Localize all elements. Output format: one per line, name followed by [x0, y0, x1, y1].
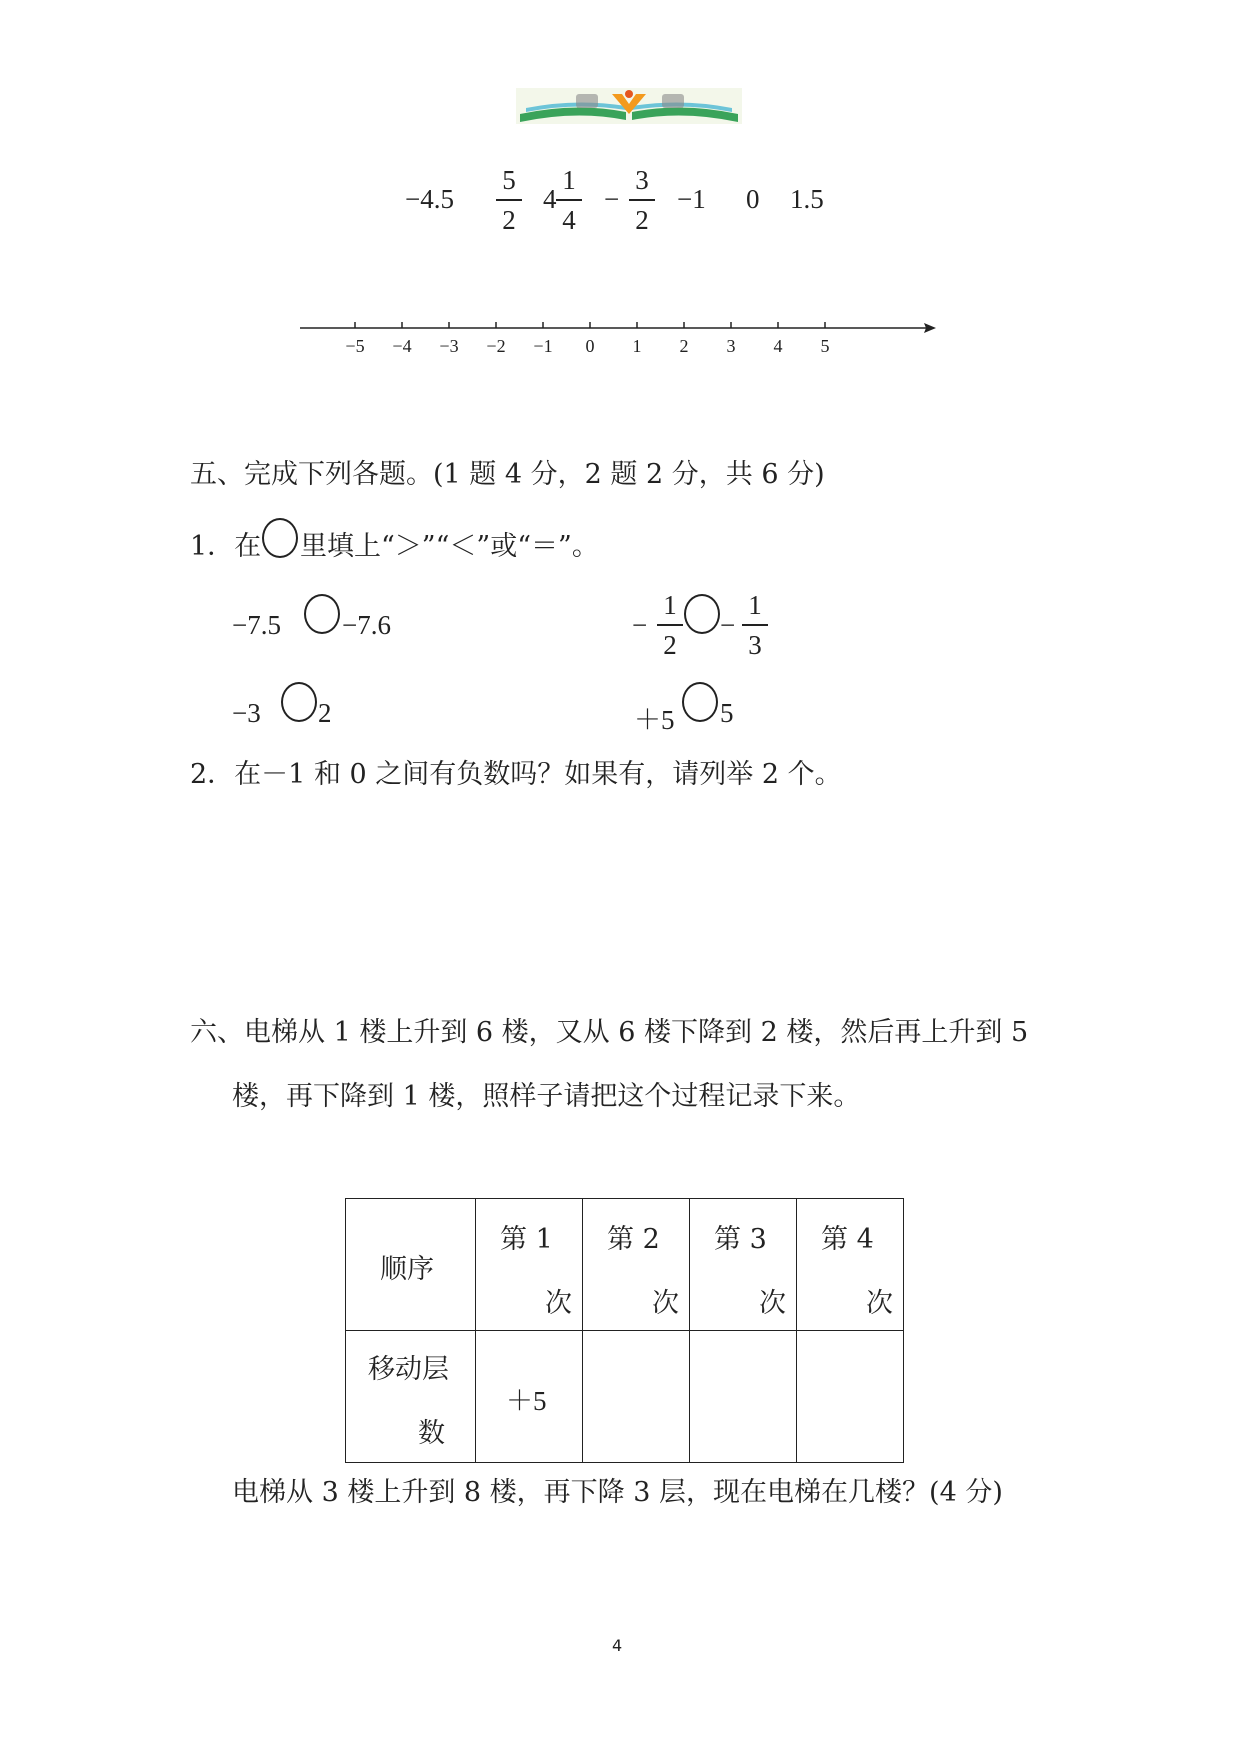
compare-left: −7.5 [232, 610, 281, 640]
col-header: 第 3 [714, 1224, 767, 1255]
section6-line2: 楼，再下降到 1 楼，照样子请把这个过程记录下来。 [232, 1081, 861, 1112]
publisher-logo [516, 88, 742, 124]
fraction-sign: − [604, 184, 620, 214]
compare-right: 5 [720, 698, 734, 728]
blank-circle-example [262, 518, 298, 558]
table-row [346, 1331, 904, 1463]
number-line-tick-label: −1 [533, 336, 553, 356]
number-line [300, 318, 940, 368]
compare-right: 2 [318, 698, 332, 728]
table-cell-blank[interactable] [797, 1331, 904, 1463]
compare-blank-4[interactable] [682, 682, 718, 722]
compare-left-fraction: 1 2 [655, 590, 685, 660]
number-line-tick-label: 4 [773, 336, 783, 356]
row-label-order: 顺序 [380, 1254, 434, 1285]
col-header: 第 1 [500, 1224, 553, 1255]
compare-left: −3 [232, 698, 261, 728]
col-header-suffix: 次 [759, 1288, 786, 1319]
number-item: 0 [746, 184, 760, 214]
mixed-number-fraction: 1 4 [554, 165, 584, 235]
section5-title: 五、完成下列各题。(1 题 4 分，2 题 2 分，共 6 分) [190, 459, 825, 490]
q1-prefix: 1．在 [190, 531, 262, 562]
elevator-record-table [345, 1198, 904, 1463]
col-header: 第 4 [821, 1224, 874, 1255]
number-line-tick-label: −4 [392, 336, 412, 356]
number-line-tick-label: 1 [632, 336, 642, 356]
col-header: 第 2 [607, 1224, 660, 1255]
number-line-tick-label: 2 [679, 336, 689, 356]
row-label-floors: 移动层 [368, 1354, 449, 1385]
row-label-floors-suffix: 数 [418, 1418, 445, 1449]
table-cell-value: ＋5 [506, 1386, 547, 1416]
table-row [346, 1199, 904, 1331]
number-item: −4.5 [405, 184, 454, 214]
compare-right-fraction: 1 3 [740, 590, 770, 660]
number-line-tick-label: 5 [820, 336, 830, 356]
followup-question: 电梯从 3 楼上升到 8 楼，再下降 3 层，现在电梯在几楼？(4 分) [232, 1477, 1003, 1508]
fraction-sign: − [632, 610, 648, 640]
number-line-tick-label: −2 [486, 336, 506, 356]
number-item: 1.5 [790, 184, 824, 214]
q2-text: 2．在－1 和 0 之间有负数吗？如果有，请列举 2 个。 [190, 759, 842, 790]
fraction-item: 3 2 [627, 165, 657, 235]
compare-blank-1[interactable] [304, 594, 340, 634]
col-header-suffix: 次 [652, 1288, 679, 1319]
compare-left: ＋5 [634, 705, 675, 735]
number-line-tick-label: −3 [439, 336, 459, 356]
col-header-suffix: 次 [866, 1288, 893, 1319]
number-item: −1 [677, 184, 706, 214]
compare-right: −7.6 [342, 610, 391, 640]
fraction-sign: − [720, 610, 736, 640]
section6-line1: 六、电梯从 1 楼上升到 6 楼，又从 6 楼下降到 2 楼，然后再上升到 5 [190, 1017, 1029, 1048]
number-line-tick-label: 3 [726, 336, 736, 356]
table-cell-blank[interactable] [583, 1331, 690, 1463]
number-line-tick-label: 0 [585, 336, 595, 356]
col-header-suffix: 次 [545, 1288, 572, 1319]
page-number: 4 [612, 1636, 623, 1655]
fraction-item: 5 2 [494, 165, 524, 235]
mixed-number-whole: 4 [543, 184, 557, 214]
q1-instruction: 里填上“＞”“＜”或“＝”。 [300, 531, 599, 562]
compare-blank-2[interactable] [684, 594, 720, 634]
compare-blank-3[interactable] [281, 682, 317, 722]
number-line-tick-label: −5 [345, 336, 365, 356]
table-cell-blank[interactable] [690, 1331, 797, 1463]
